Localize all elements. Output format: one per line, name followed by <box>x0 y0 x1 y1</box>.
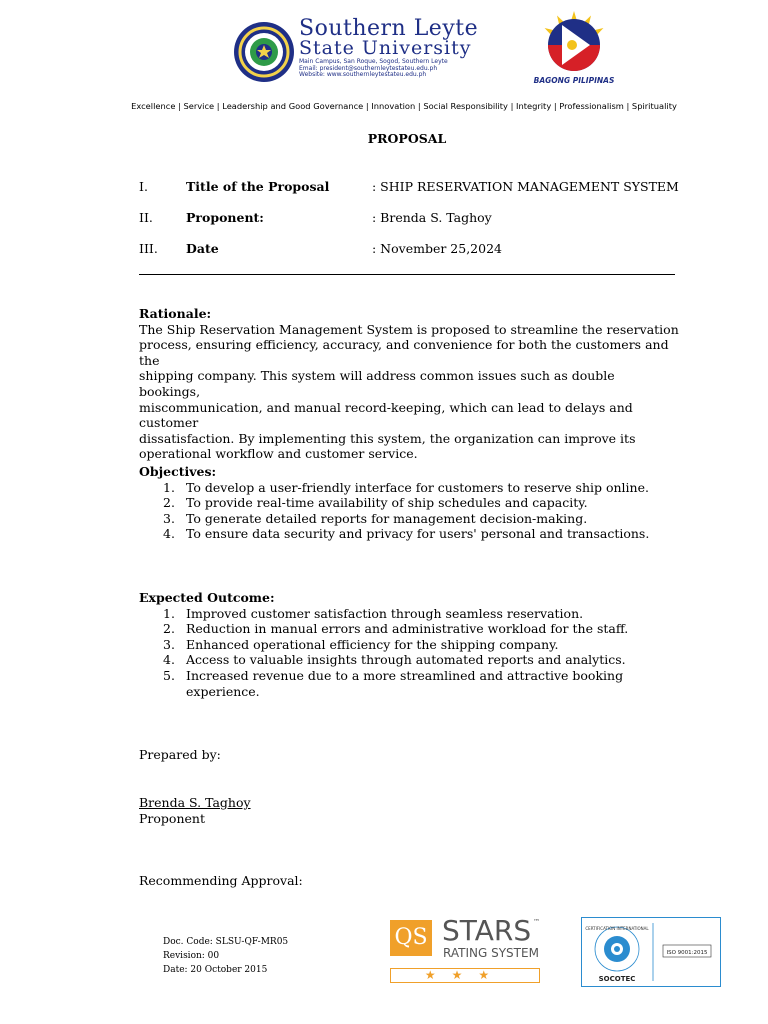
list-text: To generate detailed reports for management decision-making. <box>186 510 588 526</box>
qs-stars-word: STARS <box>442 914 532 947</box>
field-value-proponent: : Brenda S. Taghoy <box>372 210 492 225</box>
university-address: Main Campus, San Roque, Sogod, Southern Leyte <box>299 58 448 65</box>
outcome-list <box>139 606 679 700</box>
list-text: Reduction in manual errors and administrative workload for the staff. <box>186 621 629 637</box>
list-number: 3. <box>163 636 175 652</box>
rationale-line: process, ensuring efficiency, accuracy, and convenience for both the customers and the <box>139 337 669 368</box>
rationale-line: dissatisfaction. By implementing this system, the organization can improve its <box>139 430 636 446</box>
socotec-ring-text: CERTIFICATION INTERNATIONAL <box>585 926 649 931</box>
document-control-info <box>163 935 288 977</box>
list-item <box>139 637 679 653</box>
iso-label: ISO 9001:2015 <box>666 950 708 956</box>
recommending-approval-label: Recommending Approval: <box>139 873 303 888</box>
socotec-iso-badge <box>581 917 721 987</box>
university-seal-logo <box>233 21 295 83</box>
list-number: 1. <box>163 479 175 495</box>
field-number: III. <box>139 241 158 256</box>
list-item <box>139 511 679 527</box>
field-label-date: Date <box>186 241 219 256</box>
list-item <box>139 480 679 496</box>
university-email: Email: president@southernleytestateu.edu.ph <box>299 65 438 72</box>
list-text: Increased revenue due to a more streamlined and attractive booking experience. <box>186 667 624 699</box>
qs-star-rating: ★★★ <box>390 968 540 983</box>
list-item <box>139 652 679 668</box>
list-item <box>139 621 679 637</box>
outcome-title: Expected Outcome: <box>139 590 275 605</box>
objectives-list <box>139 480 679 542</box>
list-text: Enhanced operational efficiency for the shipping company. <box>186 636 559 652</box>
rationale-line: shipping company. This system will address common issues such as double bookings, <box>139 368 615 399</box>
doc-date: Date: 20 October 2015 <box>163 965 268 975</box>
socotec-name: SOCOTEC <box>598 975 636 983</box>
list-item <box>139 495 679 511</box>
list-number: 4. <box>163 652 175 668</box>
list-item <box>139 606 679 622</box>
university-website: Website: www.southernleytestateu.edu.ph <box>299 71 427 78</box>
field-value-date: : November 25,2024 <box>372 241 502 256</box>
rationale-line: The Ship Reservation Management System is proposed to streamline the reservation <box>139 321 679 337</box>
list-text: To ensure data security and privacy for users' personal and transactions. <box>186 526 650 542</box>
list-item <box>139 526 679 542</box>
outcome-section <box>139 590 679 699</box>
rationale-line: miscommunication, and manual record-keeping, which can lead to delays and customer <box>139 399 633 431</box>
list-text: To develop a user-friendly interface for customers to reserve ship online. <box>186 479 649 495</box>
field-label-title: Title of the Proposal <box>186 179 330 194</box>
bagong-pilipinas-logo <box>532 9 616 79</box>
qs-rating-system: RATING SYSTEM <box>443 946 539 960</box>
qs-abbr: QS <box>390 920 432 956</box>
university-name-line2: State University <box>299 37 472 59</box>
field-value-title: : SHIP RESERVATION MANAGEMENT SYSTEM <box>372 179 679 194</box>
list-number: 5. <box>163 667 175 683</box>
core-values: Excellence | Service | Leadership and Good Governance | Innovation | Social Responsibility | Integrity | Professionalism | Spirituality <box>131 101 677 111</box>
rationale-title: Rationale: <box>139 306 212 321</box>
bagong-pilipinas-label: BAGONG PILIPINAS <box>533 76 615 85</box>
field-number: II. <box>139 210 153 225</box>
prepared-by-label: Prepared by: <box>139 747 221 762</box>
signatory-block <box>139 795 679 826</box>
list-number: 1. <box>163 605 175 621</box>
list-item <box>139 668 679 699</box>
list-number: 4. <box>163 526 175 542</box>
list-text: Improved customer satisfaction through seamless reservation. <box>186 605 584 621</box>
list-number: 3. <box>163 510 175 526</box>
divider <box>139 274 675 275</box>
field-label-proponent: Proponent: <box>186 210 264 225</box>
objectives-title: Objectives: <box>139 464 217 479</box>
list-text: To provide real-time availability of ship schedules and capacity. <box>186 495 588 511</box>
field-number: I. <box>139 179 148 194</box>
objectives-section <box>139 464 679 542</box>
list-number: 2. <box>163 495 175 511</box>
university-name: Southern Leyte <box>299 16 479 41</box>
doc-revision: Revision: 00 <box>163 951 220 961</box>
document-title: PROPOSAL <box>367 131 447 146</box>
qs-trademark: ™ <box>533 918 540 926</box>
signatory-role: Proponent <box>139 810 205 826</box>
rationale-line: operational workflow and customer service. <box>139 446 418 462</box>
doc-code: Doc. Code: SLSU-QF-MR05 <box>163 937 289 947</box>
list-text: Access to valuable insights through automated reports and analytics. <box>186 652 626 668</box>
list-number: 2. <box>163 621 175 637</box>
signatory-name: Brenda S. Taghoy <box>139 795 251 810</box>
rationale-section <box>139 306 679 462</box>
